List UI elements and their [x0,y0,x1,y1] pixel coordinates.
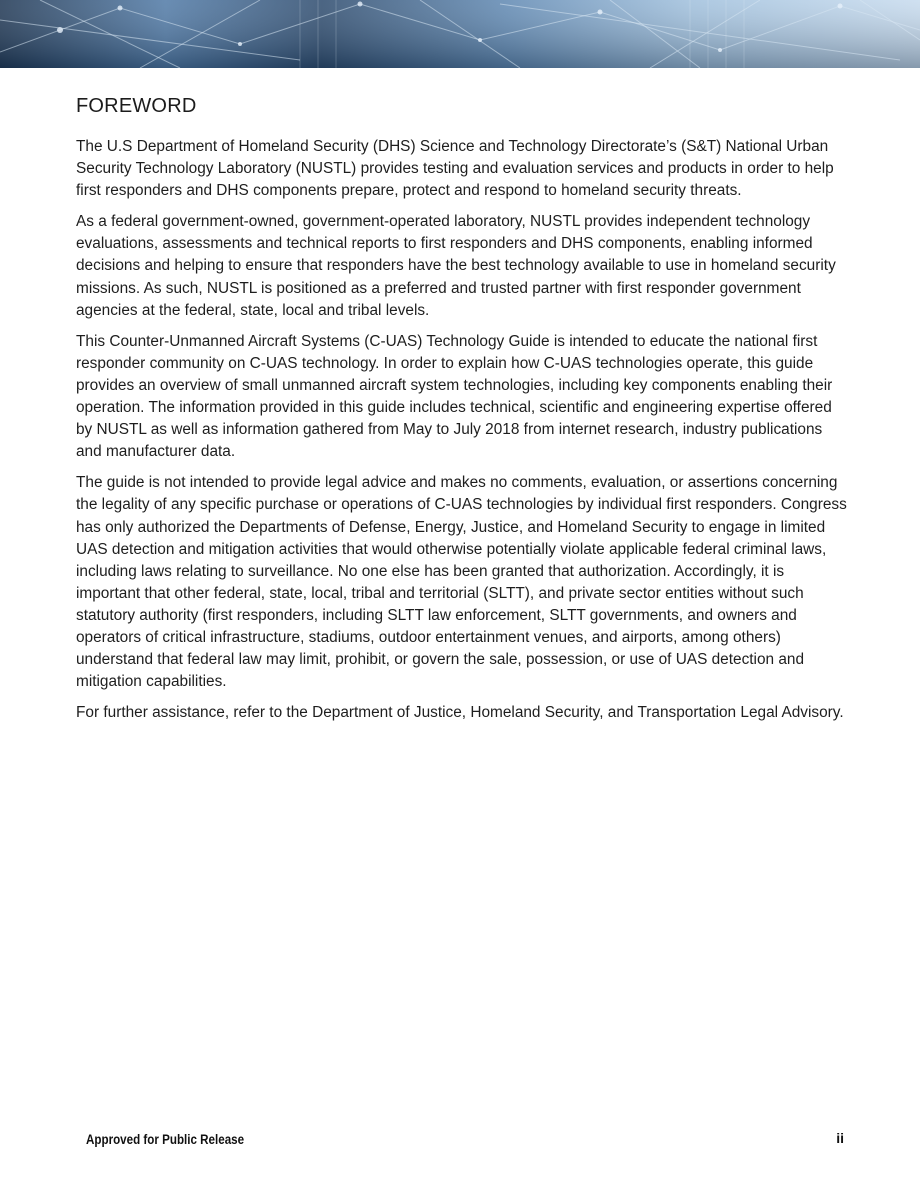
release-label: Approved for Public Release [86,1132,245,1147]
page-number: ii [836,1130,844,1146]
paragraph-further-assistance: For further assistance, refer to the Department of Justice, Homeland Security, and Transportation Legal Advisory. [76,704,844,722]
paragraph-laboratory: As a federal government-owned, government-operated laboratory, NUSTL provides independent technology evaluations, assessments and technical reports to first responders and DHS components, enabling informed decisions and helping to ensure that responders have the best technology available to use in homeland security missions. As such, NUSTL is positioned as a preferred and trusted partner with first responder government agencies at the federal, state, local and tribal levels. [76,213,836,319]
paragraph-legal-disclaimer: The guide is not intended to provide legal advice and makes no comments, evaluation, or assertions concerning the legality of any specific purchase or operations of C-UAS technologies by individual first responders. Congress has only authorized the Departments of Defense, Energy, Justice, and Homeland Security to engage in limited UAS detection and mitigation activities that would otherwise potentially violate applicable federal criminal laws, including laws relating to surveillance. No one else has been granted that authorization. Accordingly, it is important that other federal, state, local, tribal and territorial (SLTT), and private sector entities without such statutory authority (first responders, including SLTT law enforcement, SLTT governments, and owners and operators of critical infrastructure, stadiums, outdoor entertainment venues, and airports, among others) understand that federal law may limit, prohibit, or govern the sale, possession, or use of UAS detection and mitigation capabilities. [76,474,847,691]
paragraph-intro: The U.S Department of Homeland Security (DHS) Science and Technology Directorate’s (S&T) National Urban Security Technology Laboratory (NUSTL) provides testing and evaluation services and products in order to help first responders and DHS components prepare, protect and respond to homeland security threats. [76,138,834,200]
header-banner-graphic [0,0,920,68]
page-title: FOREWORD [76,95,197,117]
paragraph-guide-purpose: This Counter-Unmanned Aircraft Systems (C-UAS) Technology Guide is intended to educate the national first responder community on C-UAS technology. In order to explain how C-UAS technologies operate, this guide provides an overview of small unmanned aircraft system technologies, including key components enabling their operation. The information provided in this guide includes technical, scientific and engineering expertise offered by NUSTL as well as information gathered from May to July 2018 from internet research, industry publications and manufacturer data. [76,332,833,461]
document-body [76,95,848,733]
header-banner [0,0,920,68]
